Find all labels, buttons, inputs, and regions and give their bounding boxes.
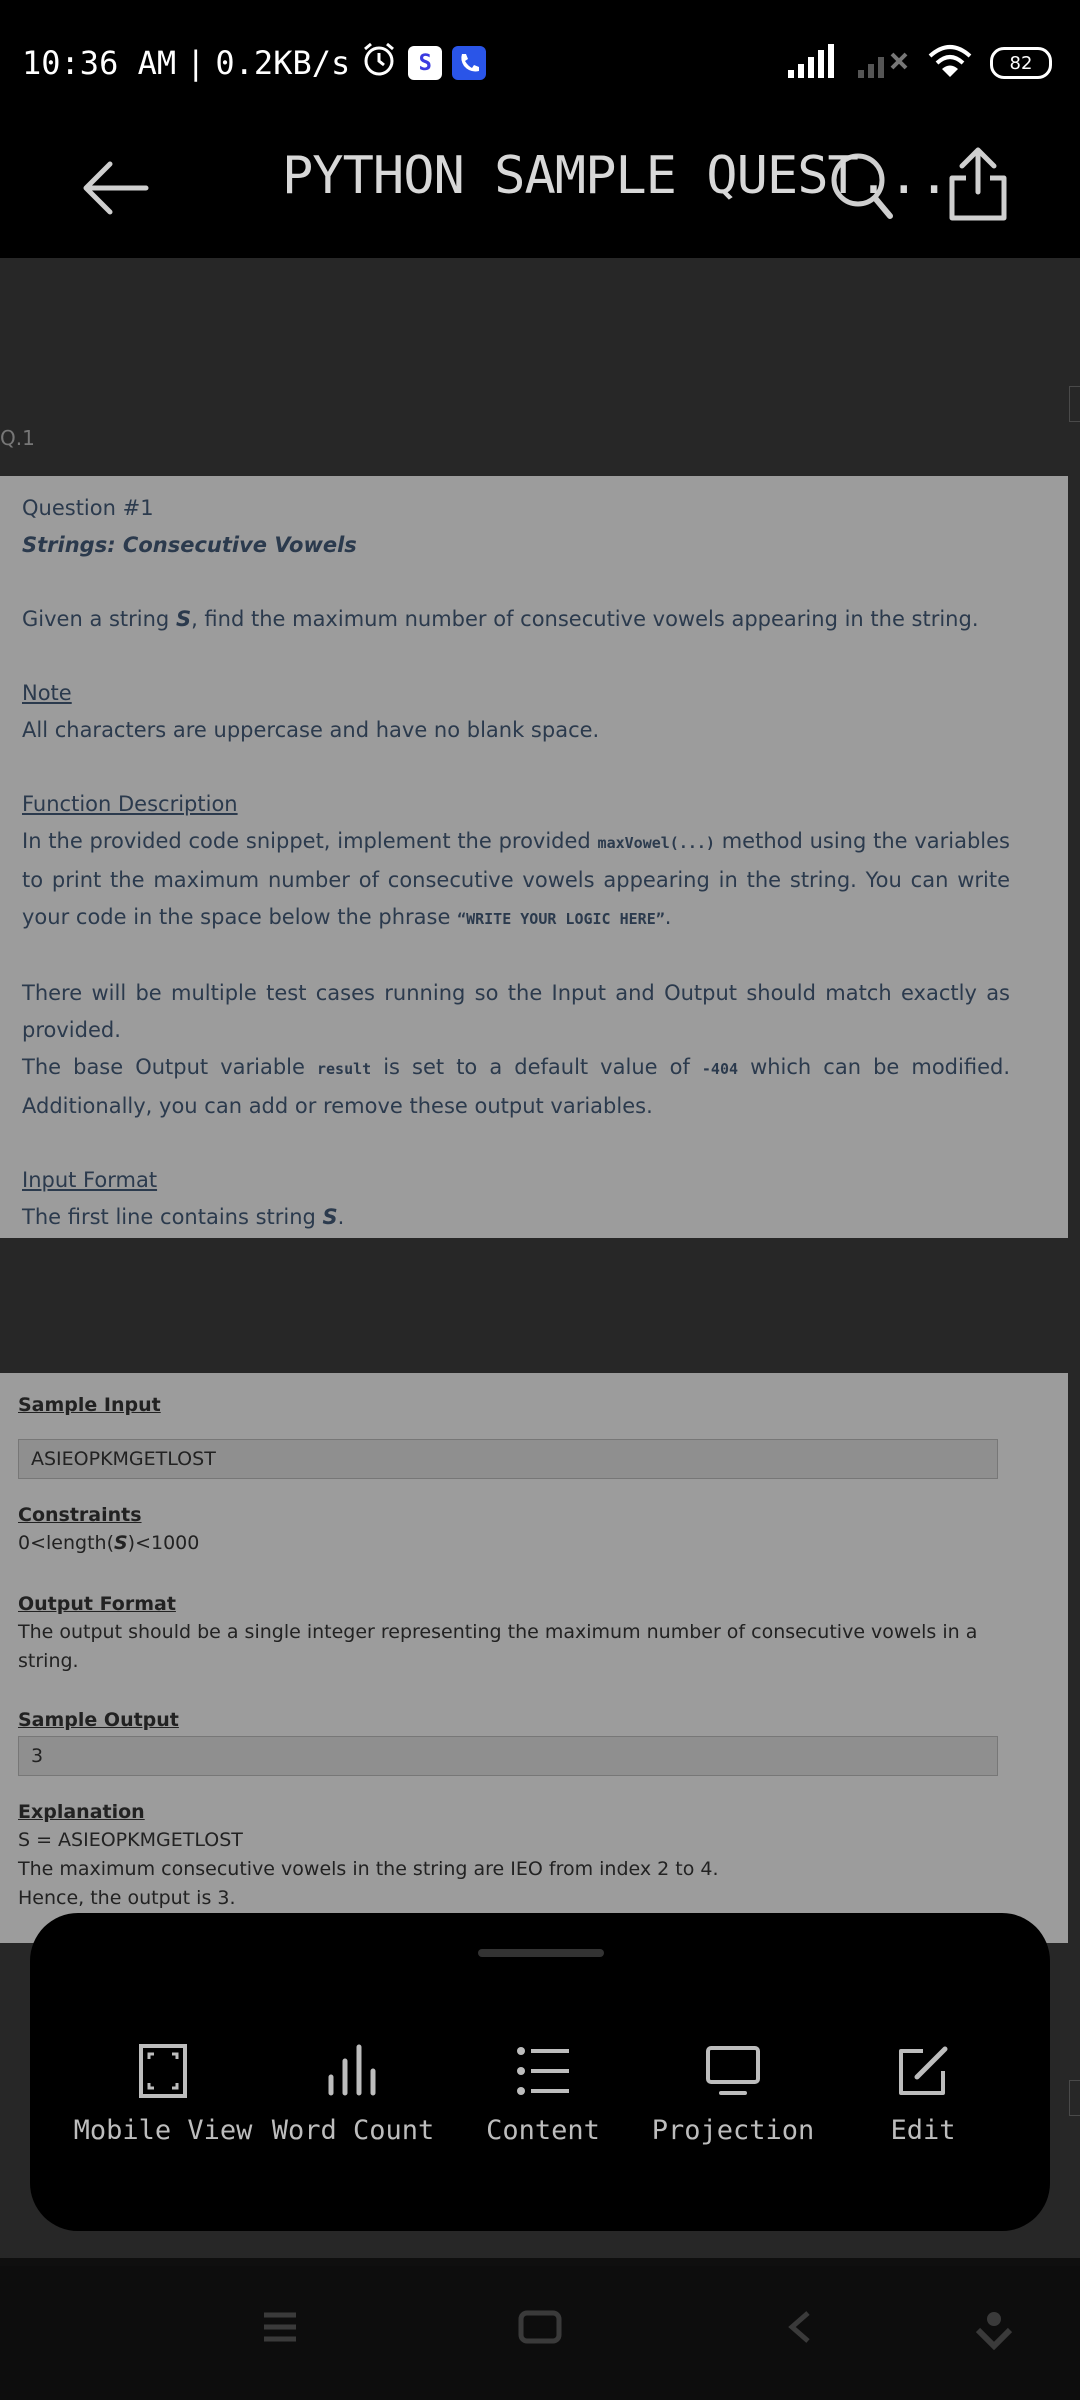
- constraints-heading: Constraints: [18, 1504, 142, 1526]
- input-format-heading: Input Format: [22, 1168, 158, 1192]
- content-button[interactable]: [448, 2043, 638, 2146]
- input-variable: S: [322, 1205, 338, 1229]
- function-paragraph: [22, 823, 1010, 938]
- question-page-label: Q.1: [0, 426, 35, 450]
- intro-text-b: , find the maximum number of consecutive vowels appearing in the string.: [191, 607, 979, 631]
- input-text-a: The first line contains string: [22, 1205, 323, 1229]
- word-count-icon: [258, 2043, 448, 2099]
- function-code: maxVowel(...): [597, 834, 715, 852]
- output-variable-paragraph: [22, 1049, 1010, 1125]
- output-text-a: The base Output variable: [22, 1055, 317, 1079]
- menu-icon[interactable]: [262, 2310, 298, 2348]
- document-title: PYTHON SAMPLE QUEST...: [282, 146, 949, 206]
- sample-output-heading: Sample Output: [18, 1709, 179, 1731]
- explanation-line-1: S = ASIEOPKMGETLOST: [18, 1829, 243, 1851]
- document-page-1: [0, 476, 1068, 1238]
- projection-icon: [638, 2043, 828, 2099]
- constraints-text: [18, 1529, 988, 1558]
- tools-bottom-sheet: [30, 1913, 1050, 2231]
- home-icon[interactable]: [518, 2310, 562, 2348]
- output-format-text: The output should be a single integer representing the maximum number of consecutive vowels in a string.: [18, 1621, 978, 1672]
- share-icon[interactable]: [948, 146, 1008, 226]
- network-speed: 0.2KB/s: [215, 44, 351, 82]
- intro-variable: S: [175, 607, 192, 631]
- page-edge-marker-2: [1069, 2080, 1080, 2116]
- signal-no-service-icon: [858, 44, 910, 82]
- output-default: -404: [701, 1060, 739, 1078]
- edit-button[interactable]: [828, 2043, 1018, 2146]
- s-app-icon: S: [408, 46, 442, 80]
- signal-icon: [788, 44, 840, 82]
- battery-indicator: 82: [990, 47, 1052, 79]
- constraints-text-a: 0<length(: [18, 1532, 114, 1554]
- word-count-button[interactable]: [258, 2043, 448, 2146]
- explanation-line-3: Hence, the output is 3.: [18, 1887, 236, 1909]
- testcases-paragraph: There will be multiple test cases running so the Input and Output should match exactly as provided.: [22, 981, 1010, 1042]
- note-text: All characters are uppercase and have no blank space.: [22, 718, 600, 742]
- mobile-view-label: Mobile View: [73, 2115, 253, 2146]
- phone-app-icon: [452, 46, 486, 80]
- system-nav-bar: [0, 2266, 1080, 2400]
- alarm-icon: [360, 40, 398, 86]
- nav-divider: [0, 2258, 1080, 2266]
- word-count-label: Word Count: [271, 2115, 435, 2146]
- projection-label: Projection: [651, 2115, 815, 2146]
- input-format-text: [22, 1199, 1010, 1236]
- sheet-drag-handle[interactable]: [478, 1949, 604, 1957]
- sample-output-box: 3: [18, 1736, 998, 1776]
- status-time: 10:36 AM: [22, 44, 177, 82]
- projection-button[interactable]: [638, 2043, 828, 2146]
- output-code: result: [316, 1060, 372, 1078]
- edit-label: Edit: [890, 2115, 956, 2146]
- note-heading: Note: [22, 681, 72, 705]
- page-edge-marker: [1069, 386, 1080, 422]
- question-number: Question #1: [22, 496, 154, 520]
- output-text-b: is set to a default value of: [371, 1055, 702, 1079]
- content-label: Content: [486, 2115, 600, 2146]
- sample-input-box: ASIEOPKMGETLOST: [18, 1439, 998, 1479]
- back-icon[interactable]: [786, 2310, 812, 2348]
- function-text-c: .: [664, 905, 672, 929]
- explanation-heading: Explanation: [18, 1801, 145, 1823]
- output-format-heading: Output Format: [18, 1593, 176, 1615]
- constraints-text-b: )<1000: [127, 1532, 200, 1554]
- edit-icon: [828, 2043, 1018, 2099]
- function-text-a: In the provided code snippet, implement the provided: [22, 829, 598, 853]
- status-bar: [0, 0, 1080, 128]
- intro-paragraph: [22, 601, 1010, 638]
- status-left: [22, 40, 486, 86]
- function-phrase: “WRITE YOUR LOGIC HERE”: [457, 910, 665, 928]
- mobile-view-button[interactable]: [68, 2043, 258, 2146]
- wifi-icon: [928, 44, 972, 82]
- download-icon[interactable]: [976, 2310, 1012, 2354]
- back-arrow-icon[interactable]: [80, 152, 152, 228]
- output-text-c: which can be modified. Additionally, you can add or remove these output variables.: [22, 1055, 1010, 1118]
- document-page-2: [0, 1373, 1068, 1943]
- status-separator: |: [186, 44, 206, 82]
- function-text-b: method using the variables to print the maximum number of consecutive vowels appearing in the string. You can write your code in the space below the phrase: [22, 829, 1011, 929]
- function-heading: Function Description: [22, 792, 238, 816]
- question-title: Strings: Consecutive Vowels: [22, 533, 357, 557]
- explanation-line-2: The maximum consecutive vowels in the string are IEO from index 2 to 4.: [18, 1858, 719, 1880]
- status-right: [788, 44, 1052, 82]
- intro-text-a: Given a string: [22, 607, 176, 631]
- constraints-variable: S: [113, 1532, 128, 1554]
- sample-input-heading: Sample Input: [18, 1394, 161, 1416]
- mobile-view-icon: [68, 2043, 258, 2099]
- content-list-icon: [448, 2043, 638, 2099]
- input-text-b: .: [337, 1205, 345, 1229]
